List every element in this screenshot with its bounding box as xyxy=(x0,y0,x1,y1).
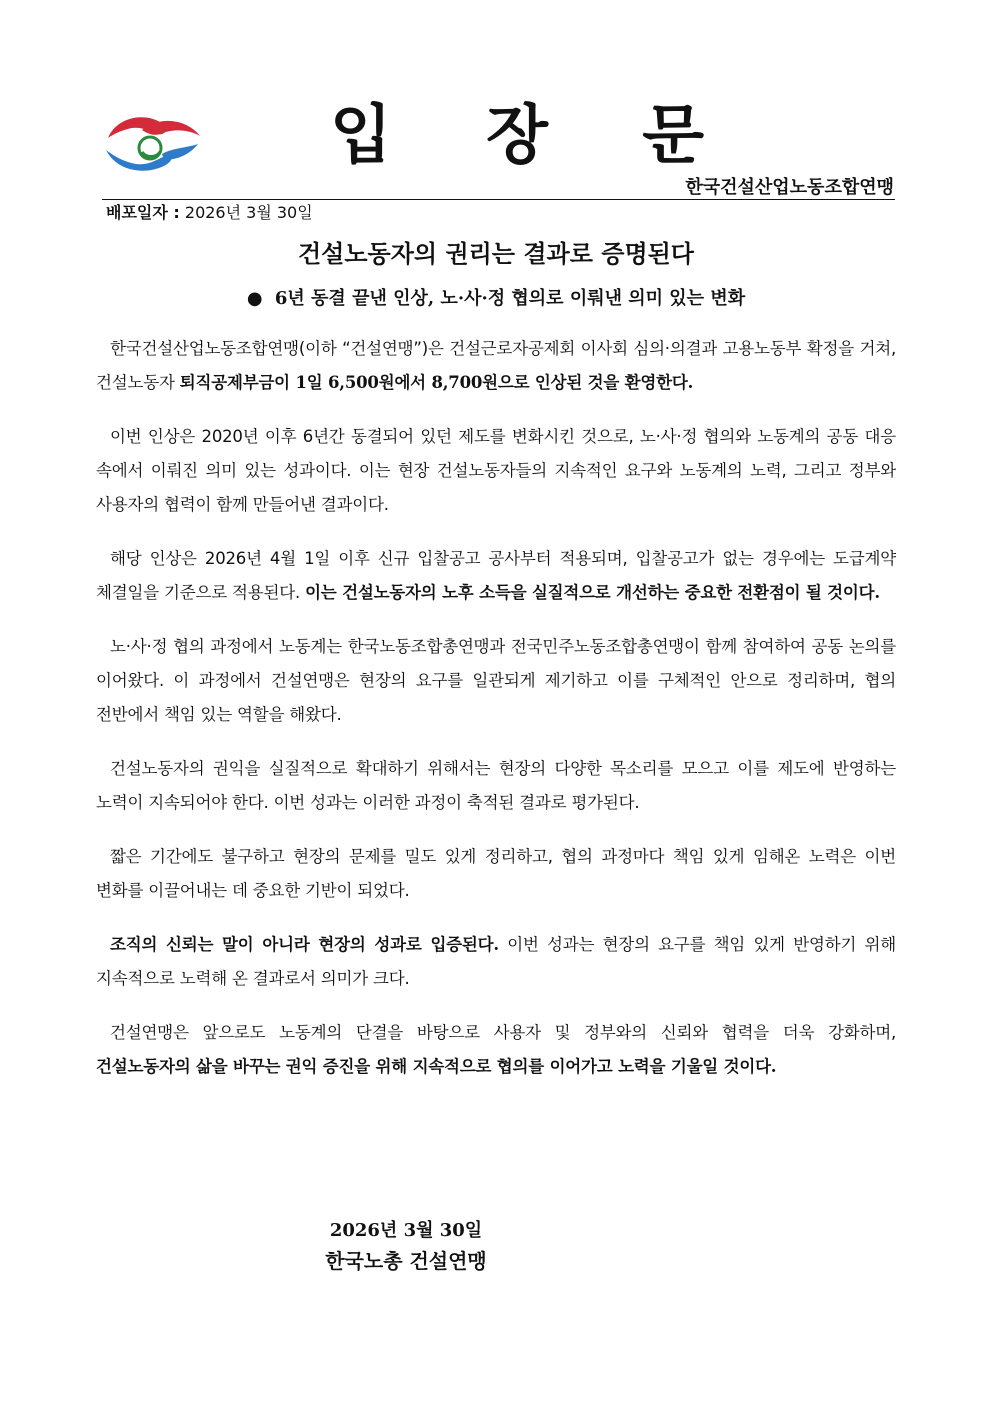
paragraph xyxy=(96,840,896,908)
paragraph xyxy=(96,1016,896,1084)
paragraph xyxy=(96,630,896,732)
paragraph xyxy=(96,928,896,996)
headline: 건설노동자의 권리는 결과로 증명된다 xyxy=(297,240,694,268)
paragraph xyxy=(96,332,896,400)
subheadline-text: 6년 동결 끝낸 인상, 노·사·정 협의로 이뤄낸 의미 있는 변화 xyxy=(274,288,746,309)
federation-logo xyxy=(102,108,202,178)
paragraph xyxy=(96,542,896,610)
paragraph-text: 건설노동자의 권익을 실질적으로 확대하기 위해서는 현장의 다양한 목소리를 모으고 이를 제도에 반영하는 노력이 지속되어야 한다. 이번 성과는 이러한 과정이 축적된 결과로 평가된다. xyxy=(96,759,896,812)
signoff-org: 한국노총 건설연맹 xyxy=(325,1249,487,1273)
paragraph-emphasis: 퇴직공제부금이 1일 6,500원에서 8,700원으로 인상된 것을 환영한다. xyxy=(179,373,694,392)
paragraph-text: 한국건설산업노동조합연맹(이하 “건설연맹”)은 건설근로자공제회 이사회 심의·의결과 고용노동부 확정을 거쳐, 건설노동자 xyxy=(96,339,896,392)
paragraph xyxy=(96,752,896,820)
paragraph-emphasis: 조직의 신뢰는 말이 아니라 현장의 성과로 입증된다. xyxy=(110,935,499,954)
paragraph-text: 해당 인상은 2026년 4월 1일 이후 신규 입찰공고 공사부터 적용되며, 입찰공고가 없는 경우에는 도급계약 체결일을 기준으로 적용된다. xyxy=(96,549,896,602)
paragraph-emphasis: 건설노동자의 삶을 바꾸는 권익 증진을 위해 지속적으로 협의를 이어가고 노력을 기울일 것이다. xyxy=(96,1057,777,1076)
paragraph-text: 노·사·정 협의 과정에서 노동계는 한국노동조합총연맹과 전국민주노동조합총연맹이 함께 참여하여 공동 논의를 이어왔다. 이 과정에서 건설연맹은 현장의 요구를 일관되게 제기하고 이를 구체적인 안으로 정리하며, 협의 전반에서 책임 있는 역할을 해왔다. xyxy=(96,637,896,724)
header-divider xyxy=(102,199,895,200)
paragraph-emphasis: 이는 건설노동자의 노후 소득을 실질적으로 개선하는 중요한 전환점이 될 것이다. xyxy=(305,583,880,602)
statement-body xyxy=(96,332,896,1104)
paragraph-text: 건설연맹은 앞으로도 노동계의 단결을 바탕으로 사용자 및 정부와의 신뢰와 협력을 더욱 강화하며, xyxy=(110,1023,896,1042)
document-title: 입 장 문 xyxy=(330,99,741,173)
paragraph-text: 짧은 기간에도 불구하고 현장의 문제를 밀도 있게 정리하고, 협의 과정마다 책임 있게 임해온 노력은 이번 변화를 이끌어내는 데 중요한 기반이 되었다. xyxy=(96,847,896,900)
distribution-date-line xyxy=(106,202,313,224)
distribution-date-value: 2026년 3월 30일 xyxy=(184,203,313,222)
paragraph-text: 이번 인상은 2020년 이후 6년간 동결되어 있던 제도를 변화시킨 것으로, 노·사·정 협의와 노동계의 공동 대응 속에서 이뤄진 의미 있는 성과이다. 이는 현장 건설노동자들의 지속적인 요구와 노동계의 노력, 그리고 정부와 사용자의 협력이 함께 만들어낸 결과이다. xyxy=(96,427,896,514)
org-header: 한국건설산업노동조합연맹 xyxy=(685,177,894,198)
bullet-icon: ● xyxy=(246,288,263,309)
paragraph-text: 이번 성과는 현장의 요구를 책임 있게 반영하기 위해 지속적으로 노력해 온 결과로서 의미가 크다. xyxy=(96,935,896,988)
distribution-date-label: 배포일자 : xyxy=(106,203,180,222)
subheadline xyxy=(96,286,896,312)
signoff-date: 2026년 3월 30일 xyxy=(329,1220,483,1241)
paragraph xyxy=(96,420,896,522)
